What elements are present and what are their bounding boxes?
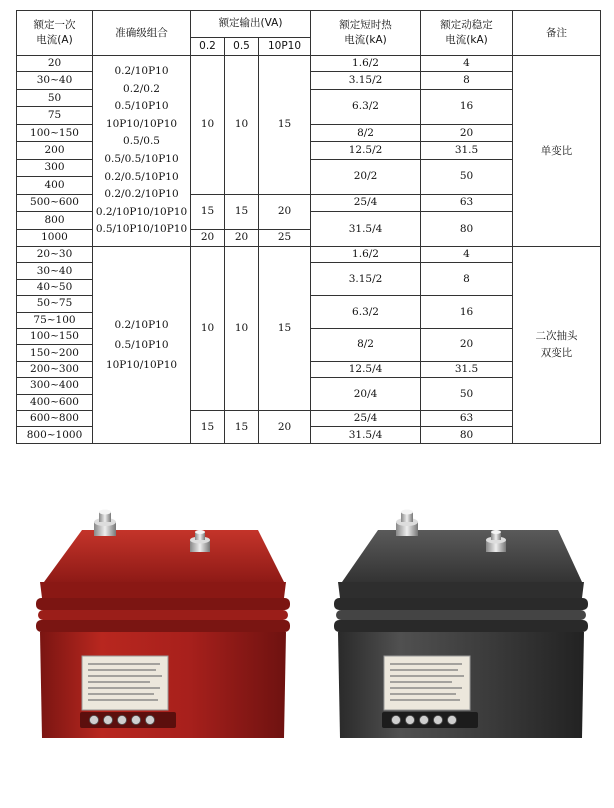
output-cell: 15 — [191, 194, 225, 229]
current-cell: 200 — [17, 142, 93, 159]
output-cell: 10 — [191, 246, 225, 410]
current-cell: 30~40 — [17, 71, 93, 89]
accuracy-combos-2: 0.2/10P10 0.5/10P10 10P10/10P10 — [93, 246, 191, 443]
thermal-cell: 1.6/2 — [311, 246, 421, 262]
dynamic-cell: 80 — [421, 427, 513, 444]
header-thermal: 额定短时热 电流(kA) — [311, 11, 421, 56]
remark-single-ratio: 单变比 — [513, 56, 601, 247]
dynamic-cell: 50 — [421, 378, 513, 411]
current-cell: 300 — [17, 159, 93, 176]
output-cell: 10 — [191, 56, 225, 194]
product-photos — [0, 500, 614, 808]
spec-table — [16, 10, 601, 444]
header-output-10p10: 10P10 — [259, 37, 311, 55]
dynamic-cell: 63 — [421, 194, 513, 211]
dynamic-cell: 31.5 — [421, 361, 513, 377]
thermal-cell: 20/2 — [311, 159, 421, 194]
current-cell: 40~50 — [17, 279, 93, 295]
thermal-cell: 12.5/2 — [311, 142, 421, 159]
current-cell: 50 — [17, 90, 93, 107]
thermal-cell: 8/2 — [311, 124, 421, 141]
thermal-cell: 31.5/4 — [311, 212, 421, 247]
current-cell: 30~40 — [17, 263, 93, 279]
current-cell: 1000 — [17, 229, 93, 246]
header-accuracy: 准确级组合 — [93, 11, 191, 56]
output-cell: 25 — [259, 229, 311, 246]
output-cell: 20 — [259, 411, 311, 444]
thermal-cell: 31.5/4 — [311, 427, 421, 444]
dynamic-cell: 20 — [421, 124, 513, 141]
current-cell: 20 — [17, 56, 93, 71]
dynamic-cell: 16 — [421, 90, 513, 125]
current-cell: 500~600 — [17, 194, 93, 211]
current-cell: 800~1000 — [17, 427, 93, 444]
header-output-0.5: 0.5 — [225, 37, 259, 55]
current-cell: 50~75 — [17, 296, 93, 312]
output-cell: 15 — [259, 56, 311, 194]
output-cell: 10 — [225, 56, 259, 194]
current-cell: 400~600 — [17, 394, 93, 410]
output-cell: 15 — [191, 411, 225, 444]
dynamic-cell: 50 — [421, 159, 513, 194]
current-cell: 20~30 — [17, 246, 93, 262]
output-cell: 15 — [225, 411, 259, 444]
thermal-cell: 8/2 — [311, 328, 421, 361]
current-cell: 800 — [17, 212, 93, 229]
thermal-cell: 1.6/2 — [311, 56, 421, 71]
output-cell: 10 — [225, 246, 259, 410]
thermal-cell: 12.5/4 — [311, 361, 421, 377]
thermal-cell: 25/4 — [311, 411, 421, 427]
dynamic-cell: 4 — [421, 56, 513, 71]
header-rated-output: 额定输出(VA) — [191, 11, 311, 38]
current-cell: 75 — [17, 107, 93, 124]
header-rated-current: 额定一次 电流(A) — [17, 11, 93, 56]
thermal-cell: 25/4 — [311, 194, 421, 211]
thermal-cell: 3.15/2 — [311, 71, 421, 89]
output-cell: 15 — [225, 194, 259, 229]
thermal-cell: 20/4 — [311, 378, 421, 411]
dynamic-cell: 8 — [421, 71, 513, 89]
header-output-0.2: 0.2 — [191, 37, 225, 55]
dynamic-cell: 8 — [421, 263, 513, 296]
dynamic-cell: 16 — [421, 296, 513, 329]
thermal-cell: 6.3/2 — [311, 296, 421, 329]
remark-dual-ratio: 二次抽头 双变比 — [513, 246, 601, 443]
current-cell: 600~800 — [17, 411, 93, 427]
output-cell: 20 — [225, 229, 259, 246]
current-cell: 100~150 — [17, 328, 93, 344]
current-cell: 100~150 — [17, 124, 93, 141]
current-cell: 200~300 — [17, 361, 93, 377]
dynamic-cell: 31.5 — [421, 142, 513, 159]
thermal-cell: 6.3/2 — [311, 90, 421, 125]
dynamic-cell: 20 — [421, 328, 513, 361]
gray-transformer-image — [334, 510, 588, 739]
thermal-cell: 3.15/2 — [311, 263, 421, 296]
output-cell: 20 — [259, 194, 311, 229]
dynamic-cell: 4 — [421, 246, 513, 262]
header-dynamic: 额定动稳定 电流(kA) — [421, 11, 513, 56]
output-cell: 20 — [191, 229, 225, 246]
current-cell: 75~100 — [17, 312, 93, 328]
red-transformer-image — [36, 510, 290, 739]
current-cell: 300~400 — [17, 378, 93, 394]
dynamic-cell: 80 — [421, 212, 513, 247]
output-cell: 15 — [259, 246, 311, 410]
accuracy-combos-1: 0.2/10P10 0.2/0.2 0.5/10P10 10P10/10P10 0.5/0.5 0.5/0.5/10P10 0.2/0.5/10P10 0.2/0.2/10P10 0.2/10P10/10P10 0.5/10P10/10P10 — [93, 56, 191, 247]
current-cell: 150~200 — [17, 345, 93, 361]
dynamic-cell: 63 — [421, 411, 513, 427]
current-cell: 400 — [17, 177, 93, 194]
header-remark: 备注 — [513, 11, 601, 56]
